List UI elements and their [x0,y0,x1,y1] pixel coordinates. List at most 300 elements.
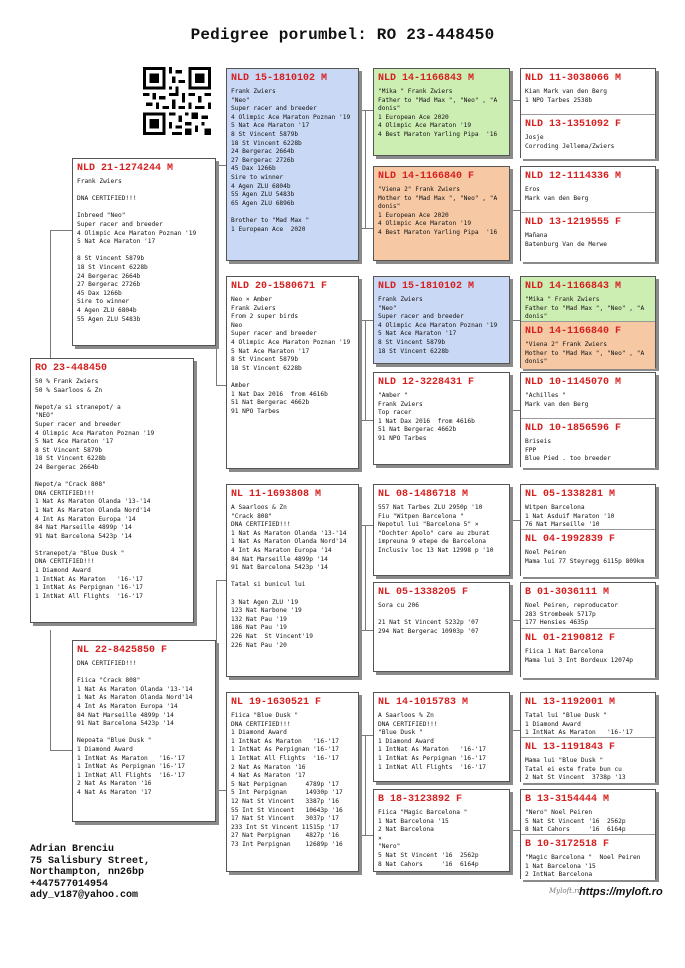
note-line: Nepot/a si stranepot/ a [35,403,121,411]
note-line: Father to "Mad Max ", "Neo" , "A [378,96,498,104]
note-line: Nepoata "Blue Dusk " [77,737,152,745]
connector [510,730,520,731]
note-line: 8 St Vincent 5879b [35,446,103,454]
note-line: 8 St Vincent 5879b [378,338,446,346]
note-line: Josje [525,134,544,141]
note-line: 557 Nat Tarbes ZLU 2950p '10 [378,504,483,511]
note-line: 84 Nat Marseille 4899p '14 [35,524,132,532]
note-line: 1 Diamond Award [35,567,91,575]
connector [510,100,520,101]
ring-number: RO 23-448450 [35,363,108,374]
card-g4-pair-1 [520,68,656,158]
card-g4-7 [521,373,655,418]
note-line: 27 Bergerac 2726b [77,281,141,289]
card-g4-pair-2 [520,166,656,261]
note-line: Mark van den Berg [525,194,589,202]
note-line: 8 St Vincent 5879b [231,356,299,364]
note-line: 1 IntNat All Flights '16-'17 [231,754,340,762]
note-line: "Mika " Frank Zwiers [378,88,453,95]
note-line: donis" [525,313,548,321]
note-line: 233 Int St Vincent 11515p '17 [231,823,340,831]
note-line: 24 Bergerac 2664b [77,272,141,280]
pigeon-notes [525,438,651,464]
note-line [77,204,211,213]
connector [359,835,373,836]
pigeon-notes [231,296,354,416]
note-line: Neo × Amber [231,296,272,303]
note-line: 1 Nat Dax 2016 from 4616b [378,417,475,425]
note-line: Sora cu 206 [378,602,419,609]
ring-number: NLD 13-1351092 F [525,119,622,130]
note-line: donis" [378,105,401,113]
note-line: Frank Zwiers [231,88,276,95]
note-line: 1 Diamond Award [77,745,133,753]
note-line: 4 Agen ZLU 6804b [77,306,137,314]
card-g4-pair-6 [520,582,656,677]
note-line: "Amber " [378,392,408,399]
note-line: 18 St Vincent 6228b [231,364,302,372]
note-line: "NEO" [35,412,54,420]
pigeon-notes [525,712,651,738]
ring-number: B 01-3036111 M [525,587,610,598]
card-g4-5 [521,277,655,321]
pigeon-notes [525,186,651,203]
owner-name: Adrian Brenciu [30,844,115,855]
note-line: Noel Peiren [525,549,566,556]
card-g4-4 [521,212,655,262]
card-sire [72,158,216,346]
card-gs2 [226,484,359,677]
pigeon-notes [378,186,505,238]
ring-number: NLD 13-1219555 F [525,217,622,228]
note-line: "Viena 2" Frank Zwiers [525,341,607,348]
owner-email: ady_v187@yahoo.com [30,890,139,902]
connector [216,385,226,386]
note-line: Brother to "Mad Max " [231,216,310,224]
pigeon-notes [525,392,651,409]
ring-number: NL 14-1015783 M [378,697,469,708]
note-line: Super racer and breeder [35,420,121,428]
card-g4-6 [521,321,655,369]
note-line: 1 Nat Asduif Maraton '10 [525,512,615,520]
owner-contact [30,844,150,902]
card-g3-2 [373,166,510,261]
connector [510,830,520,831]
ring-number: NLD 20-1580671 F [231,281,328,292]
note-line: 5 Nat Ace Maraton '17 [77,238,156,246]
note-line: 4 Olimpic Ace Maraton Poznan '19 [231,338,351,346]
connector [50,750,72,751]
ring-number: NLD 15-1810102 M [378,281,475,292]
note-line: Neo [231,321,243,329]
note-line: "Blue Dusk " [378,729,423,737]
note-line: 91 Nat Barcelona 5423p '14 [77,720,174,728]
card-g4-2 [521,114,655,159]
pigeon-notes [378,504,505,556]
note-line: A Saarloos % Zn [378,712,434,719]
pigeon-notes [525,232,651,249]
note-line: "Nero" Noel Peiren [525,809,593,816]
note-line: Mark van den Berg [525,400,589,408]
website-link[interactable]: https://myloft.ro [579,886,663,898]
note-line: Eros [525,186,540,193]
card-gs1 [226,68,359,261]
note-line: 4 Best Maraton Yarling Pipa '16 [378,228,498,236]
note-line: Corroding Jellema/Zwiers [525,142,615,150]
card-g4-pair-5 [520,484,656,576]
note-line: 4 Int As Maraton Europa '14 [35,515,136,523]
connector [365,320,366,420]
note-line: 4 Olimpic Ace Maraton Poznan '19 [77,229,197,237]
card-dam [72,640,216,822]
note-line: 55 Agen ZLU 5483b [77,315,141,323]
note-line: 1 IntNat As Perpignan '16-'17 [231,746,340,754]
connector [365,525,366,630]
pigeon-notes [525,296,651,322]
pigeon-notes [378,602,505,636]
note-line: Noel Peiren, reproducator [525,602,619,609]
owner-phone: +447577014954 [30,878,109,890]
note-line: × [378,834,382,842]
card-g4-pair-3 [520,276,656,368]
note-line: 4 Best Maraton Yarling Pipa '16 [378,130,498,138]
note-line: 1 Nat Barcelona '15 [525,862,596,870]
pigeon-notes [525,88,651,105]
note-line: donis" [525,358,548,366]
ring-number: NL 01-2190812 F [525,633,616,644]
note-line: Inbreed "Neo" [77,212,126,220]
note-line: 51 Nat Bergerac 4662b [231,399,310,407]
note-line: Tatal si bunicul lui [231,581,306,589]
note-line: donis" [378,203,401,211]
note-line: 1 IntNat As Maraton '16-'17 [525,729,634,737]
connector [359,525,373,526]
note-line: DNA CERTIFIED!!! [231,521,291,529]
owner-city: Northampton, nn26bp [30,867,145,879]
note-line: "Crack 808" [231,512,272,520]
note-line: 84 Nat Marseille 4899p '14 [231,555,328,563]
connector [365,735,366,835]
note-line: 226 Nat Pau '20 [231,641,287,649]
note-line: DNA CERTIFIED!!! [35,558,95,566]
note-line: "Neo" [231,96,250,104]
pigeon-notes [378,296,505,356]
note-line: Super racer and breeder [231,330,317,338]
signature-mark [548,882,582,898]
ring-number: B 13-3154444 M [525,794,610,805]
note-line: 226 Nat St Vincent'19 [231,632,313,640]
card-g3-1 [373,68,510,156]
note-line: 4 Olimpic Ace Maraton '19 [378,122,472,130]
note-line: 91 NPO Tarbes [378,434,427,442]
note-line: 5 Nat Ace Maraton '17 [35,438,114,446]
note-line: 65 Agen ZLU 6896b [231,199,295,207]
pigeon-notes [525,504,651,530]
note-line: Tatal lui "Blue Dusk " [525,712,607,719]
connector [510,520,520,521]
connector [50,630,51,750]
note-line: 8 St Vincent 5879b [77,255,145,263]
note-line: 24 Bergerac 2664b [35,463,99,471]
card-g3-4 [373,372,510,465]
note-line: impreuna 9 etepe de Barcelona [378,538,487,546]
note-line: 1 Nat Barcelona '15 [378,817,449,825]
ring-number: NL 19-1630521 F [231,697,322,708]
pigeon-notes [378,392,505,444]
note-line: Fiu "Witpen Barcelona " [378,512,464,520]
note-line: Frank Zwiers [77,178,122,185]
ring-number: NLD 14-1166840 F [378,171,475,182]
note-line: 1 European Ace 2020 [378,113,449,121]
note-line: 1 Diamond Award [525,720,581,728]
note-line [378,611,505,620]
note-line: 17 Nat St Vincent 3037p '17 [231,815,340,823]
note-line: 4 Olimpic Ace Maraton Poznan '19 [35,429,155,437]
note-line [231,590,354,599]
card-g4-3 [521,167,655,212]
card-g4-8 [521,418,655,468]
ring-number: NLD 12-3228431 F [378,377,475,388]
note-line: 5 Nat St Vincent '16 2562p [525,817,626,825]
note-line: 1 IntNat As Maraton '16-'17 [77,754,186,762]
note-line: Sire to winner [77,298,130,306]
note-line: 50 % Frank Zwiers [35,378,99,385]
page-title: Pedigree porumbel: RO 23-448450 [190,26,495,44]
note-line: Mama lui 77 Steyregg 6115p 809km [525,557,645,565]
note-line: Briseis [525,438,552,445]
note-line: 5 Nat Ace Maraton '17 [231,122,310,130]
note-line: 27 Nat Perpignan 4827p '16 [231,832,340,840]
note-line: Fiica "Crack 808" [77,677,141,685]
note-line: DNA CERTIFIED!!! [77,195,137,203]
connector [216,580,217,790]
card-g4-11 [521,583,655,628]
note-line: Top racer [378,409,412,417]
note-line: Fiica 1 Nat Barcelona [525,648,604,655]
note-line: 1 IntNat All Flights '16-'17 [77,771,186,779]
card-g4-16 [521,834,655,880]
pigeon-notes [525,549,651,566]
note-line: Frank Zwiers [378,296,423,303]
note-line: 5 Int Perpignan 14930p '17 [231,789,343,797]
note-line: 4 Agen ZLU 6804b [231,182,291,190]
pigeon-notes [35,378,189,601]
pigeon-notes [77,660,211,798]
note-line: 5 Nat Perpignan 4789p '17 [231,780,340,788]
connector [50,230,51,362]
note-line: 4 Olimpic Ace Maraton Poznan '19 [231,113,351,121]
ring-number: NLD 14-1166843 M [378,73,475,84]
card-g3-5 [373,484,510,576]
note-line: Super racer and breeder [378,313,464,321]
ring-number: NLD 14-1166843 M [525,281,622,292]
connector [359,110,373,111]
note-line: A Saarloos & Zn [231,504,287,511]
note-line: 55 Int St Vincent 10643p '16 [231,806,343,814]
pigeon-notes [231,504,354,650]
ring-number: B 10-3172518 F [525,839,610,850]
note-line: 8 St Vincent 5879b [231,130,299,138]
ring-number: NL 11-1693808 M [231,489,322,500]
connector [510,410,520,411]
ring-number: NLD 11-3038066 M [525,73,622,84]
note-line: Father to "Mad Max ", "Neo" , "A [525,304,645,312]
note-line: Mañana [525,232,548,239]
note-line: Fiica "Blue Dusk " [231,712,299,719]
note-line: 2 Nat As Maraton '16 [231,763,306,771]
card-main [30,358,194,623]
note-line: 18 St Vincent 6228b [35,455,106,463]
ring-number: NL 05-1338281 M [525,489,616,500]
card-g4-pair-4 [520,372,656,467]
note-line: "Dochter Apolo" care au zburat [378,529,490,537]
card-g4-12 [521,628,655,678]
note-line: Fiica "Magic Barcelona " [378,809,468,816]
connector [510,320,520,321]
ring-number: NLD 10-1856596 F [525,423,622,434]
pigeon-notes [378,88,505,140]
note-line: Super racer and breeder [77,220,163,228]
note-line: 1 IntNat As Maraton '16-'17 [35,575,144,583]
note-line: From 2 super birds [231,313,299,321]
note-line: 1 IntNat As Perpignan '16-'17 [77,763,186,771]
note-line: 5 Nat St Vincent '16 2562p [378,851,479,859]
note-line: Kian Mark van den Berg [525,88,607,95]
note-line: 1 NPO Tarbes 2538b [525,96,593,104]
ring-number: NLD 15-1810102 M [231,73,328,84]
connector [359,320,373,321]
note-line: Super racer and breeder [231,105,317,113]
note-line: 1 IntNat As Maraton '16-'17 [231,737,340,745]
pigeon-notes [231,88,354,234]
connector [216,165,226,166]
pigeon-notes [525,648,651,665]
card-g3-7 [373,692,510,782]
note-line: 5 Nat Ace Maraton '17 [378,330,457,338]
connector [365,110,366,228]
note-line: DNA CERTIFIED!!! [77,660,137,667]
note-line: 4 Nat As Maraton '17 [231,772,306,780]
ring-number: NL 08-1486718 M [378,489,469,500]
note-line: 2 Nat St Vincent 3738p '13 [525,774,626,782]
pigeon-notes [525,809,651,835]
connector [216,580,226,581]
ring-number: NLD 21-1274244 M [77,163,174,174]
note-line: Frank Zwiers [231,304,276,312]
ring-number: NL 13-1192001 M [525,697,616,708]
note-line: 51 Nat Bergerac 4662b [378,426,457,434]
note-line: 8 Nat Cahors '16 6164p [378,860,479,868]
card-g4-14 [521,737,655,783]
card-g4-pair-8 [520,789,656,879]
note-line: 1 Diamond Award [378,737,434,745]
note-line: 18 St Vincent 6228b [77,263,148,271]
note-line: Batenburg Van de Merwe [525,240,607,248]
note-line: 1 IntNat As Maraton '16-'17 [378,746,487,754]
connector [359,228,373,229]
note-line: 1 IntNat As Perpignan '16-'17 [378,754,487,762]
note-line: 18 St Vincent 6228b [378,347,449,355]
pigeon-notes [525,602,651,628]
note-line: 45 Dax 1266b [231,165,276,173]
note-line: 8 Nat Cahors '16 6164p [525,826,626,834]
pigeon-notes [378,809,505,869]
ring-number: NL 13-1191843 F [525,742,616,753]
note-line: 123 Nat Narbone '19 [231,607,302,615]
note-line: Mama lui "Blue Dusk " [525,757,604,764]
connector [216,165,217,385]
ring-number: NLD 14-1166840 F [525,326,622,337]
note-line: 4 Olimpic Ace Maraton '19 [378,220,472,228]
note-line: 283 Strombeek 5717p [525,610,596,618]
note-line: 4 Int As Maraton Europa '14 [77,702,178,710]
card-g4-9 [521,485,655,529]
note-line: 1 Nat As Maraton Olanda '13-'14 [231,529,347,537]
note-line [231,373,354,382]
note-line [231,573,354,582]
note-line: 91 Nat Barcelona 5423p '14 [35,532,132,540]
pigeon-notes [525,757,651,783]
note-line: 21 Nat St Vincent 5232p '07 [378,619,479,627]
note-line: 2 IntNat Barcelona [525,871,593,879]
note-line: 1 Nat As Maraton Olanda '13-'14 [35,498,151,506]
connector [216,790,226,791]
note-line: 18 St Vincent 6228b [231,139,302,147]
note-line [77,247,211,256]
note-line: 45 Dax 1266b [77,289,122,297]
connector [510,620,520,621]
note-line [77,669,211,678]
note-line: DNA CERTIFIED!!! [378,720,438,728]
note-line: Amber [231,381,250,389]
note-line: 1 European Ace 2020 [378,211,449,219]
note-line [77,187,211,196]
note-line: 1 IntNat All Flights '16-'17 [35,592,144,600]
qr-code [143,67,211,135]
note-line: 1 Nat As Maraton Olanda Nord'14 [231,538,347,546]
note-line [77,729,211,738]
note-line: Tatal ei este frate bun cu [525,765,622,773]
card-g3-8 [373,789,510,872]
pigeon-notes [525,341,651,367]
note-line: 12 Nat St Vincent 3387p '16 [231,797,340,805]
note-line: 1 IntNat As Perpignan '16-'17 [35,584,144,592]
note-line [35,395,189,404]
connector [359,420,373,421]
note-line: FPP [525,446,537,454]
pigeon-notes [77,178,211,324]
note-line: Nepotul lui "Barcelona 5" × [378,521,479,529]
pigeon-notes [525,134,651,151]
note-line: 1 Nat As Maraton Olanda '13-'14 [77,685,193,693]
note-line: 76 Nat Marseille '10 [525,521,600,529]
note-line: Sire to winner [231,173,284,181]
note-line: 2 Nat Barcelona [378,826,434,834]
note-line: 50 % Saarloos & Zn [35,386,103,394]
card-g4-10 [521,529,655,577]
ring-number: B 18-3123892 F [378,794,463,805]
note-line: 1 European Ace 2020 [231,225,306,233]
card-g3-6 [373,582,510,672]
note-line: 73 Int Perpignan 12689p '16 [231,840,343,848]
note-line: DNA CERTIFIED!!! [231,720,291,728]
note-line [35,541,189,550]
ring-number: NL 04-1992839 F [525,534,616,545]
note-line: 24 Bergerac 2664b [231,148,295,156]
note-line: 4 Int As Maraton Europa '14 [231,546,332,554]
note-line: Frank Zwiers [378,400,423,408]
note-line: Mama lui 3 Int Bordeux 12074p [525,656,634,664]
